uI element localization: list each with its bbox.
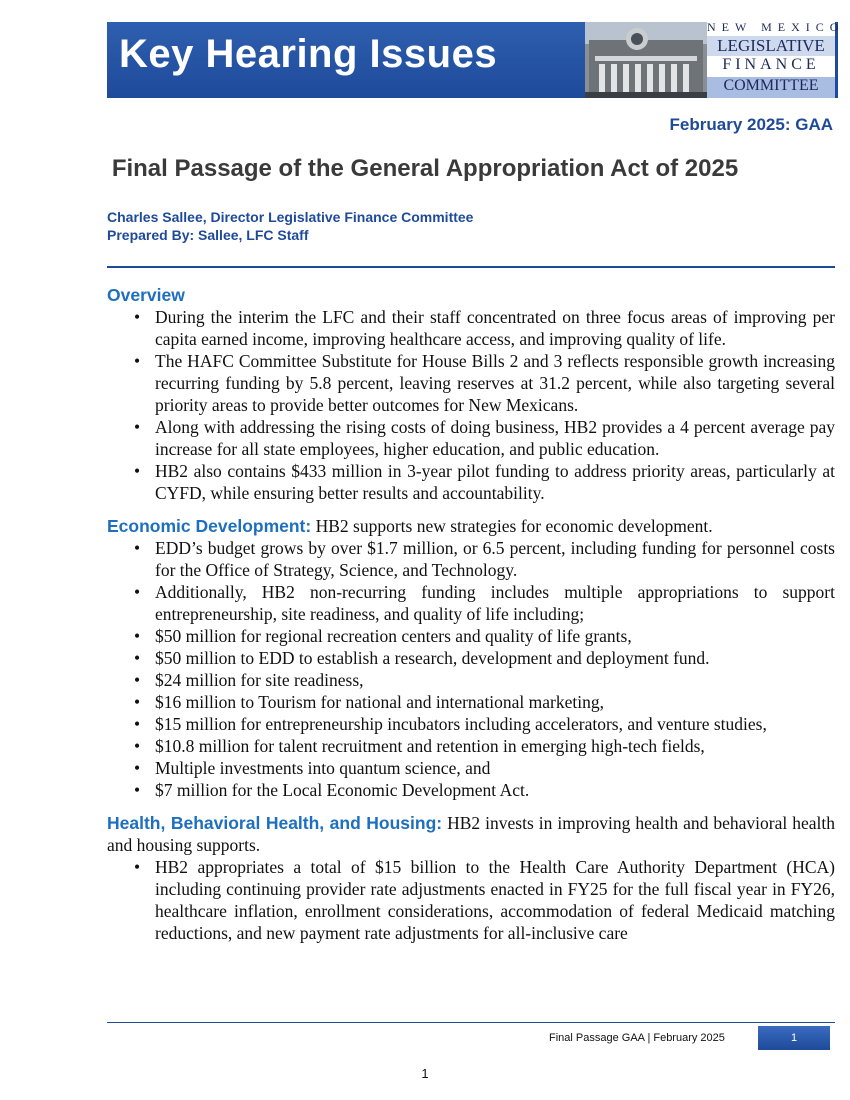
list-item: • HB2 also contains $433 million in 3-year pilot funding to address priority areas, particularly at CYFD, while ensuring better results and accountability. xyxy=(155,460,835,504)
page-title: Final Passage of the General Appropriation Act of 2025 xyxy=(111,155,739,182)
logo-line-committee: COMMITTEE xyxy=(707,77,835,98)
list-item: • During the interim the LFC and their staff concentrated on three focus areas of improving per capita earned income, improving healthcare access, and improving quality of life. xyxy=(155,306,835,350)
footer-divider xyxy=(107,1022,835,1023)
section-heading: Economic Development: xyxy=(107,516,312,536)
list-item: • Additionally, HB2 non-recurring funding includes multiple appropriations to support entrepreneurship, site readiness, and quality of life including; xyxy=(155,581,835,625)
economic-list xyxy=(107,537,835,801)
section-health xyxy=(107,812,835,944)
list-item: • $15 million for entrepreneurship incubators including accelerators, and venture studies, xyxy=(155,713,835,735)
list-item: • Multiple investments into quantum science, and xyxy=(155,757,835,779)
header-banner xyxy=(107,20,845,98)
list-item: • Along with addressing the rising costs of doing business, HB2 provides a 4 percent average pay increase for all state employees, higher education, and public education. xyxy=(155,416,835,460)
list-item: • $10.8 million for talent recruitment and retention in emerging high-tech fields, xyxy=(155,735,835,757)
header-divider xyxy=(107,266,835,268)
section-intro: HB2 supports new strategies for economic development. xyxy=(311,516,713,536)
section-overview xyxy=(107,284,835,504)
logo-line-finance: FINANCE xyxy=(707,56,835,74)
list-item: • HB2 appropriates a total of $15 billion to the Health Care Authority Department (HCA) including continuing provider rate adjustments enacted in FY25 for the full fiscal year in FY26, healthcare inflation, enrollment considerations, accommodation of federal Medicaid matching reductions, and new payment rate adjustments for all-inclusive care xyxy=(155,856,835,944)
banner-title: Key Hearing Issues xyxy=(119,32,498,76)
list-item: • $50 million to EDD to establish a research, development and deployment fund. xyxy=(155,647,835,669)
report-date: February 2025: GAA xyxy=(669,115,833,134)
capitol-building-photo xyxy=(585,22,707,98)
list-item: • $24 million for site readiness, xyxy=(155,669,835,691)
list-item: • The HAFC Committee Substitute for House Bills 2 and 3 reflects responsible growth increasing recurring funding by 5.8 percent, leaving reserves at 31.2 percent, while also targeting several priority areas to provide better outcomes for New Mexicans. xyxy=(155,350,835,416)
list-item: • EDD’s budget grows by over $1.7 million, or 6.5 percent, including funding for personnel costs for the Office of Strategy, Science, and Technology. xyxy=(155,537,835,581)
list-item: • $7 million for the Local Economic Development Act. xyxy=(155,779,835,801)
logo-line-legislative: LEGISLATIVE xyxy=(707,36,835,56)
list-item: • $16 million to Tourism for national and international marketing, xyxy=(155,691,835,713)
section-heading: Overview xyxy=(107,285,185,305)
footer-label: Final Passage GAA | February 2025 xyxy=(549,1032,725,1044)
overview-list xyxy=(107,306,835,504)
section-intro: HB2 invests in improving health and behavioral health and housing supports. xyxy=(107,813,835,855)
report-body xyxy=(107,284,835,955)
logo-line-new-mexico: NEW MEXICO xyxy=(707,20,845,34)
author-line: Charles Sallee, Director Legislative Finance Committee xyxy=(107,209,474,225)
list-item: • $50 million for regional recreation centers and quality of life grants, xyxy=(155,625,835,647)
footer-page-box: 1 xyxy=(758,1026,830,1050)
lfc-logo xyxy=(707,20,845,98)
banner-title-bar xyxy=(107,22,585,98)
page-number: 1 xyxy=(421,1066,429,1081)
section-economic-development xyxy=(107,515,835,801)
section-heading: Health, Behavioral Health, and Housing: xyxy=(107,813,443,833)
prepared-by-line: Prepared By: Sallee, LFC Staff xyxy=(107,227,309,243)
health-list xyxy=(107,856,835,944)
